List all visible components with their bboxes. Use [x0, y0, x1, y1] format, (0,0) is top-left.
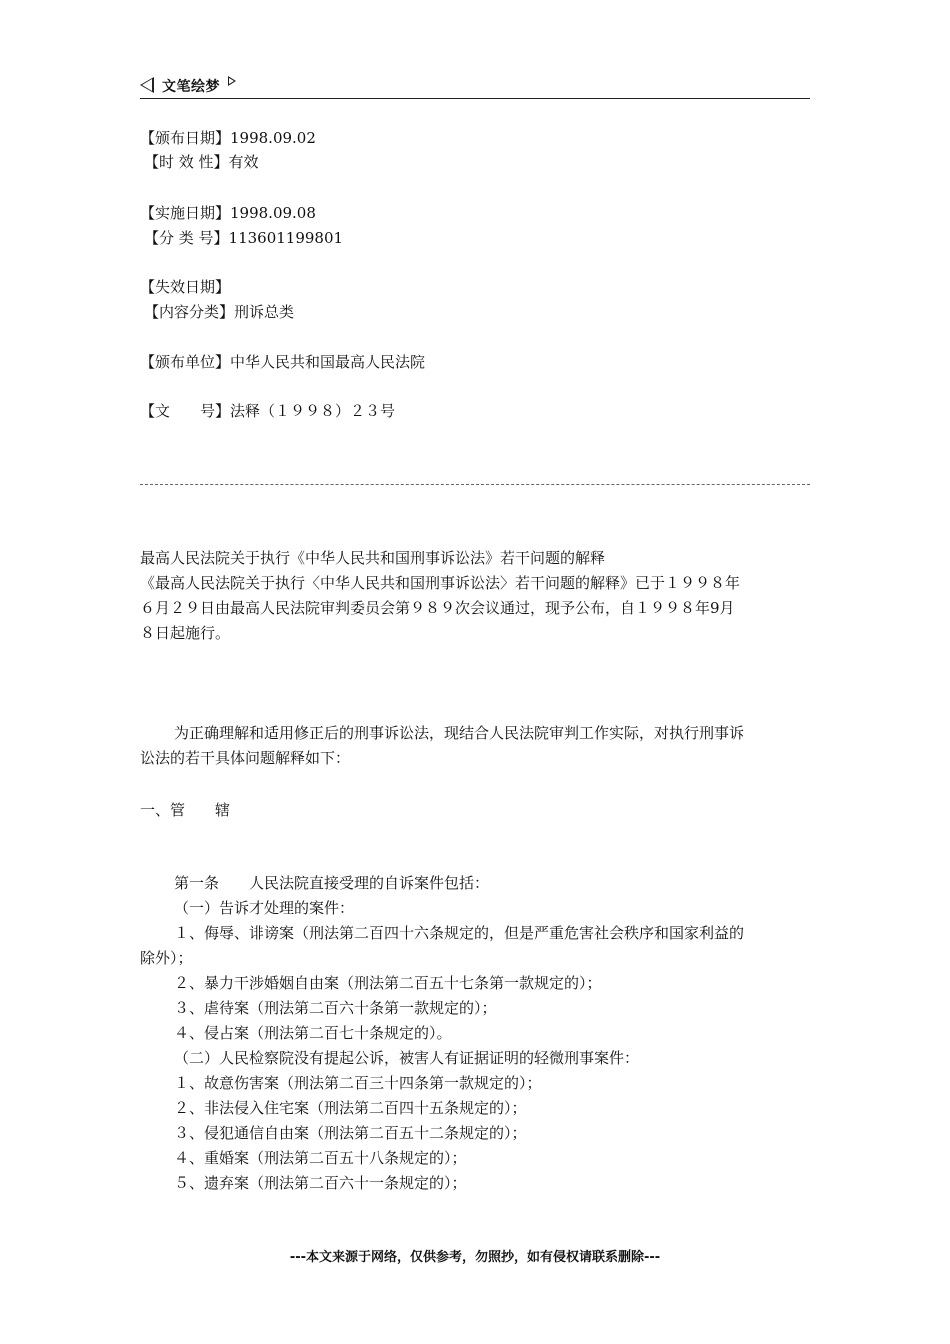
clause-1-item-1-line-2: 除外）；: [140, 949, 193, 967]
meta-document-no: 【文 号】法释（１９９８）２３号: [140, 402, 396, 420]
triangle-left-icon: [140, 77, 154, 93]
clause-1-item-3: ３、虐待案（刑法第二百六十条第一款规定的）；: [174, 999, 497, 1017]
clause-2-item-1: １、故意伤害案（刑法第二百三十四条第一款规定的）；: [174, 1074, 542, 1092]
clause-2-item-2: ２、非法侵入住宅案（刑法第二百四十五条规定的）；: [174, 1099, 527, 1117]
meta-issuing-unit: 【颁布单位】中华人民共和国最高人民法院: [140, 353, 426, 371]
section-heading: 一、管 辖: [140, 801, 231, 819]
article-1: 第一条 人民法院直接受理的自诉案件包括：: [174, 874, 490, 892]
meta-promulgation-date: 【颁布日期】1998.09.02: [140, 129, 316, 147]
triangle-right-icon: [228, 76, 236, 86]
doc-title: 最高人民法院关于执行《中华人民共和国刑事诉讼法》若干问题的解释: [140, 549, 606, 567]
announcement-line-3: ８日起施行。: [140, 624, 231, 642]
clause-2-item-3: ３、侵犯通信自由案（刑法第二百五十二条规定的）；: [174, 1124, 527, 1142]
clause-1-item-1-line-1: １、侮辱、诽谤案（刑法第二百四十六条规定的，但是严重危害社会秩序和国家利益的: [174, 924, 745, 942]
header-title: 文笔绘梦: [162, 79, 220, 95]
clause-2-item-5: ５、遗弃案（刑法第二百六十一条规定的）；: [174, 1174, 467, 1192]
clause-1-item-4: ４、侵占案（刑法第二百七十条规定的）。: [174, 1024, 452, 1042]
announcement-line-2: ６月２９日由最高人民法院审判委员会第９８９次会议通过，现予公布，自１９９８年9月: [140, 599, 735, 617]
clause-1-item-2: ２、暴力干涉婚姻自由案（刑法第二百五十七条第一款规定的）；: [174, 974, 602, 992]
clause-1-heading: （一）告诉才处理的案件：: [174, 899, 355, 917]
footer-disclaimer: ---本文来源于网络，仅供参考，勿照抄，如有侵权请联系删除---: [289, 1250, 661, 1265]
page-header: [140, 74, 810, 99]
meta-content-category: 【内容分类】刑诉总类: [144, 303, 295, 321]
meta-validity: 【时 效 性】有效: [144, 153, 259, 171]
meta-expiry-date: 【失效日期】: [140, 278, 231, 296]
meta-effective-date: 【实施日期】1998.09.08: [140, 204, 316, 222]
clause-2-item-4: ４、重婚案（刑法第二百五十八条规定的）；: [174, 1149, 467, 1167]
meta-classification-no: 【分 类 号】113601199801: [144, 229, 344, 247]
announcement-line-1: 《最高人民法院关于执行〈中华人民共和国刑事诉讼法〉若干问题的解释》已于１９９８年: [140, 574, 741, 592]
clause-2-heading: （二）人民检察院没有提起公诉，被害人有证据证明的轻微刑事案件：: [174, 1049, 640, 1067]
intro-line-1: 为正确理解和适用修正后的刑事诉讼法，现结合人民法院审判工作实际，对执行刑事诉: [174, 724, 745, 742]
dashed-divider: [140, 484, 810, 485]
intro-line-2: 讼法的若干具体问题解释如下：: [140, 749, 351, 767]
